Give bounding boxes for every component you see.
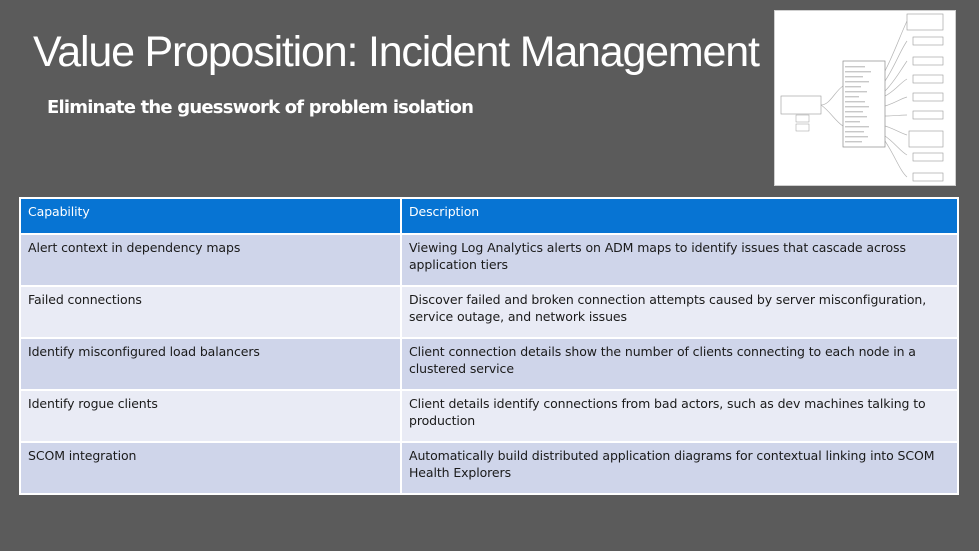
description-cell: Client details identify connections from bad actors, such as dev machines talking to production bbox=[401, 390, 958, 442]
description-cell: Discover failed and broken connection attempts caused by server misconfiguration, service outage, and network issues bbox=[401, 286, 958, 338]
table-header-row bbox=[20, 198, 958, 234]
capability-cell: Alert context in dependency maps bbox=[20, 234, 401, 286]
capability-cell: Failed connections bbox=[20, 286, 401, 338]
table-row bbox=[20, 338, 958, 390]
capability-cell: SCOM integration bbox=[20, 442, 401, 494]
capabilities-table bbox=[19, 197, 959, 495]
capability-cell: Identify rogue clients bbox=[20, 390, 401, 442]
slide-subtitle: Eliminate the guesswork of problem isolation bbox=[47, 97, 474, 118]
table-row bbox=[20, 390, 958, 442]
capability-cell: Identify misconfigured load balancers bbox=[20, 338, 401, 390]
dependency-map-thumbnail bbox=[774, 10, 956, 186]
description-cell: Viewing Log Analytics alerts on ADM maps to identify issues that cascade across application tiers bbox=[401, 234, 958, 286]
dependency-map-diagram bbox=[775, 11, 955, 185]
description-cell: Automatically build distributed application diagrams for contextual linking into SCOM Health Explorers bbox=[401, 442, 958, 494]
slide-title: Value Proposition: Incident Management bbox=[33, 28, 759, 76]
table-row bbox=[20, 442, 958, 494]
header-capability: Capability bbox=[20, 198, 401, 234]
description-cell: Client connection details show the number of clients connecting to each node in a clustered service bbox=[401, 338, 958, 390]
header-description: Description bbox=[401, 198, 958, 234]
table-row bbox=[20, 286, 958, 338]
table-row bbox=[20, 234, 958, 286]
